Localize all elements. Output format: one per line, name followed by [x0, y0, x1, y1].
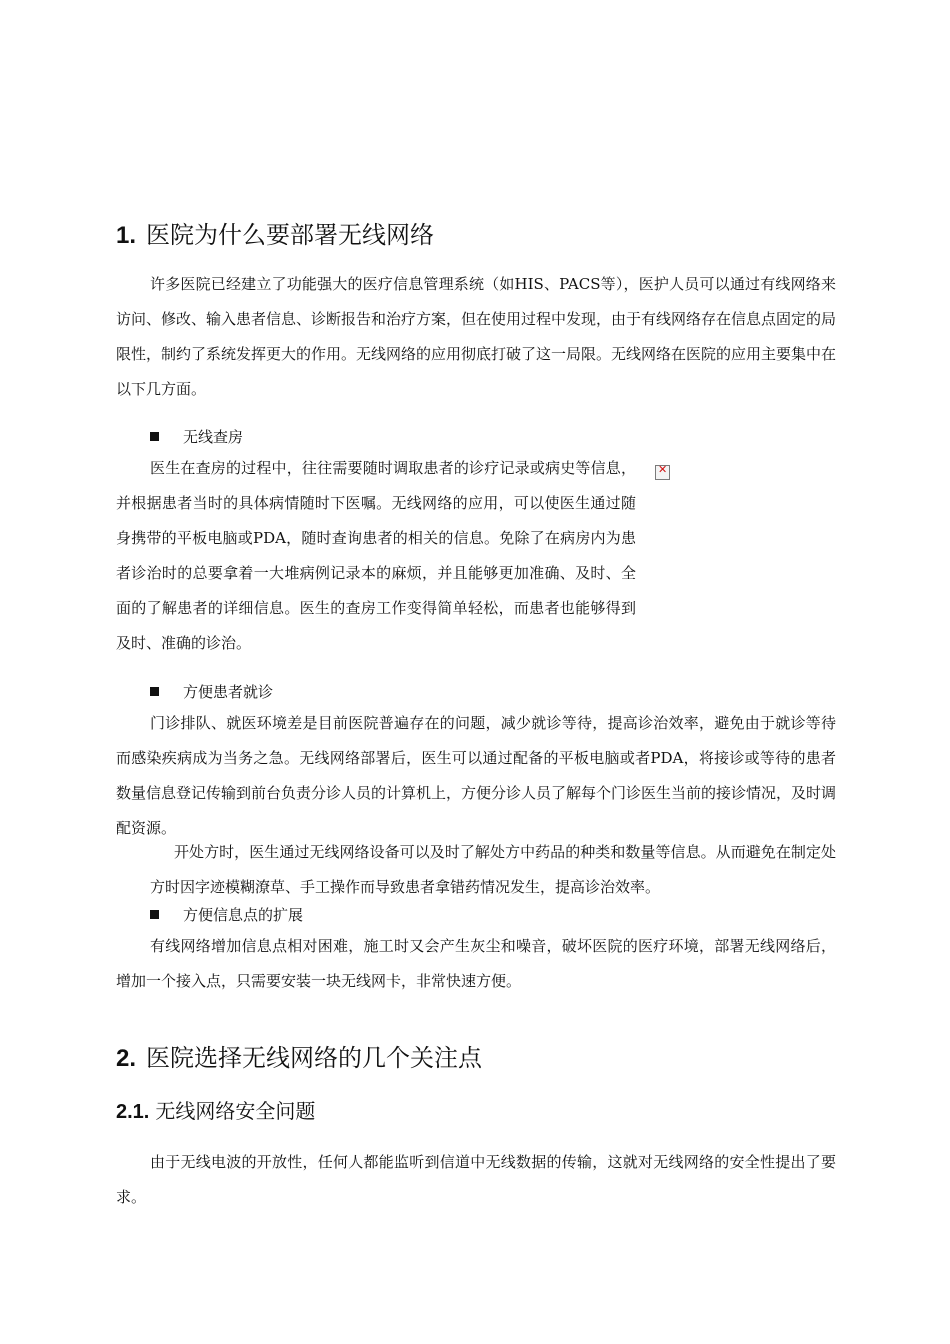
bullet-label: 方便患者就诊	[183, 683, 274, 701]
section-2-title: 医院选择无线网络的几个关注点	[146, 1044, 483, 1072]
section-1-heading	[116, 219, 434, 252]
bullet-item-info-points	[150, 904, 303, 926]
patient-visits-paragraph: 门诊排队、就医环境差是目前医院普遍存在的问题，减少就诊等待，提高诊治效率，避免由于就诊等待而感染疾病成为当务之急。无线网络部署后，医生可以通过配备的平板电脑或者PDA，将接诊或等待的患者数量信息登记传输到前台负责分诊人员的计算机上，方便分诊人员了解每个门诊医生当前的接诊情况，及时调配资源。	[116, 714, 837, 837]
section-2-1-title: 无线网络安全问题	[155, 1099, 316, 1123]
ward-rounds-paragraph: 医生在查房的过程中，往往需要随时调取患者的诊疗记录或病史等信息，并根据患者当时的具体病情随时下医嘱。无线网络的应用，可以使医生通过随身携带的平板电脑或PDA，随时查询患者的相关的信息。免除了在病房内为患者诊治时的总要拿着一大堆病例记录本的麻烦，并且能够更加准确、及时、全面的了解患者的详细信息。医生的查房工作变得简单轻松，而患者也能够得到及时、准确的诊治。	[116, 459, 636, 652]
info-points-paragraph: 有线网络增加信息点相对困难，施工时又会产生灰尘和噪音，破坏医院的医疗环境，部署无线网络后，增加一个接入点，只需要安装一块无线网卡，非常快速方便。	[116, 937, 836, 990]
prescription-paragraph: 开处方时，医生通过无线网络设备可以及时了解处方中药品的种类和数量等信息。从而避免在制定处方时因字迹模糊潦草、手工操作而导致患者拿错药情况发生，提高诊治效率。	[150, 843, 836, 896]
section-1-intro: 许多医院已经建立了功能强大的医疗信息管理系统（如HIS、PACS等），医护人员可以通过有线网络来访问、修改、输入患者信息、诊断报告和治疗方案，但在使用过程中发现，由于有线网络存在信息点固定的局限性，制约了系统发挥更大的作用。无线网络的应用彻底打破了这一局限。无线网络在医院的应用主要集中在以下几方面。	[116, 275, 837, 398]
broken-image-icon	[655, 465, 670, 480]
section-2-number: 2.	[116, 1045, 137, 1072]
square-bullet-icon	[150, 910, 159, 919]
section-1-number: 1.	[116, 222, 137, 249]
section-2-1-number: 2.1.	[116, 1101, 150, 1123]
bullet-item-ward-rounds	[150, 426, 243, 448]
bullet-label: 无线查房	[183, 428, 244, 446]
bullet-label: 方便信息点的扩展	[183, 906, 304, 924]
section-2-heading	[116, 1042, 482, 1075]
square-bullet-icon	[150, 687, 159, 696]
section-2-1-paragraph: 由于无线电波的开放性，任何人都能监听到信道中无线数据的传输，这就对无线网络的安全性提出了要求。	[116, 1153, 836, 1206]
bullet-item-patient-visits	[150, 681, 273, 703]
section-2-1-heading	[116, 1097, 315, 1126]
square-bullet-icon	[150, 432, 159, 441]
section-1-title: 医院为什么要部署无线网络	[146, 221, 435, 249]
